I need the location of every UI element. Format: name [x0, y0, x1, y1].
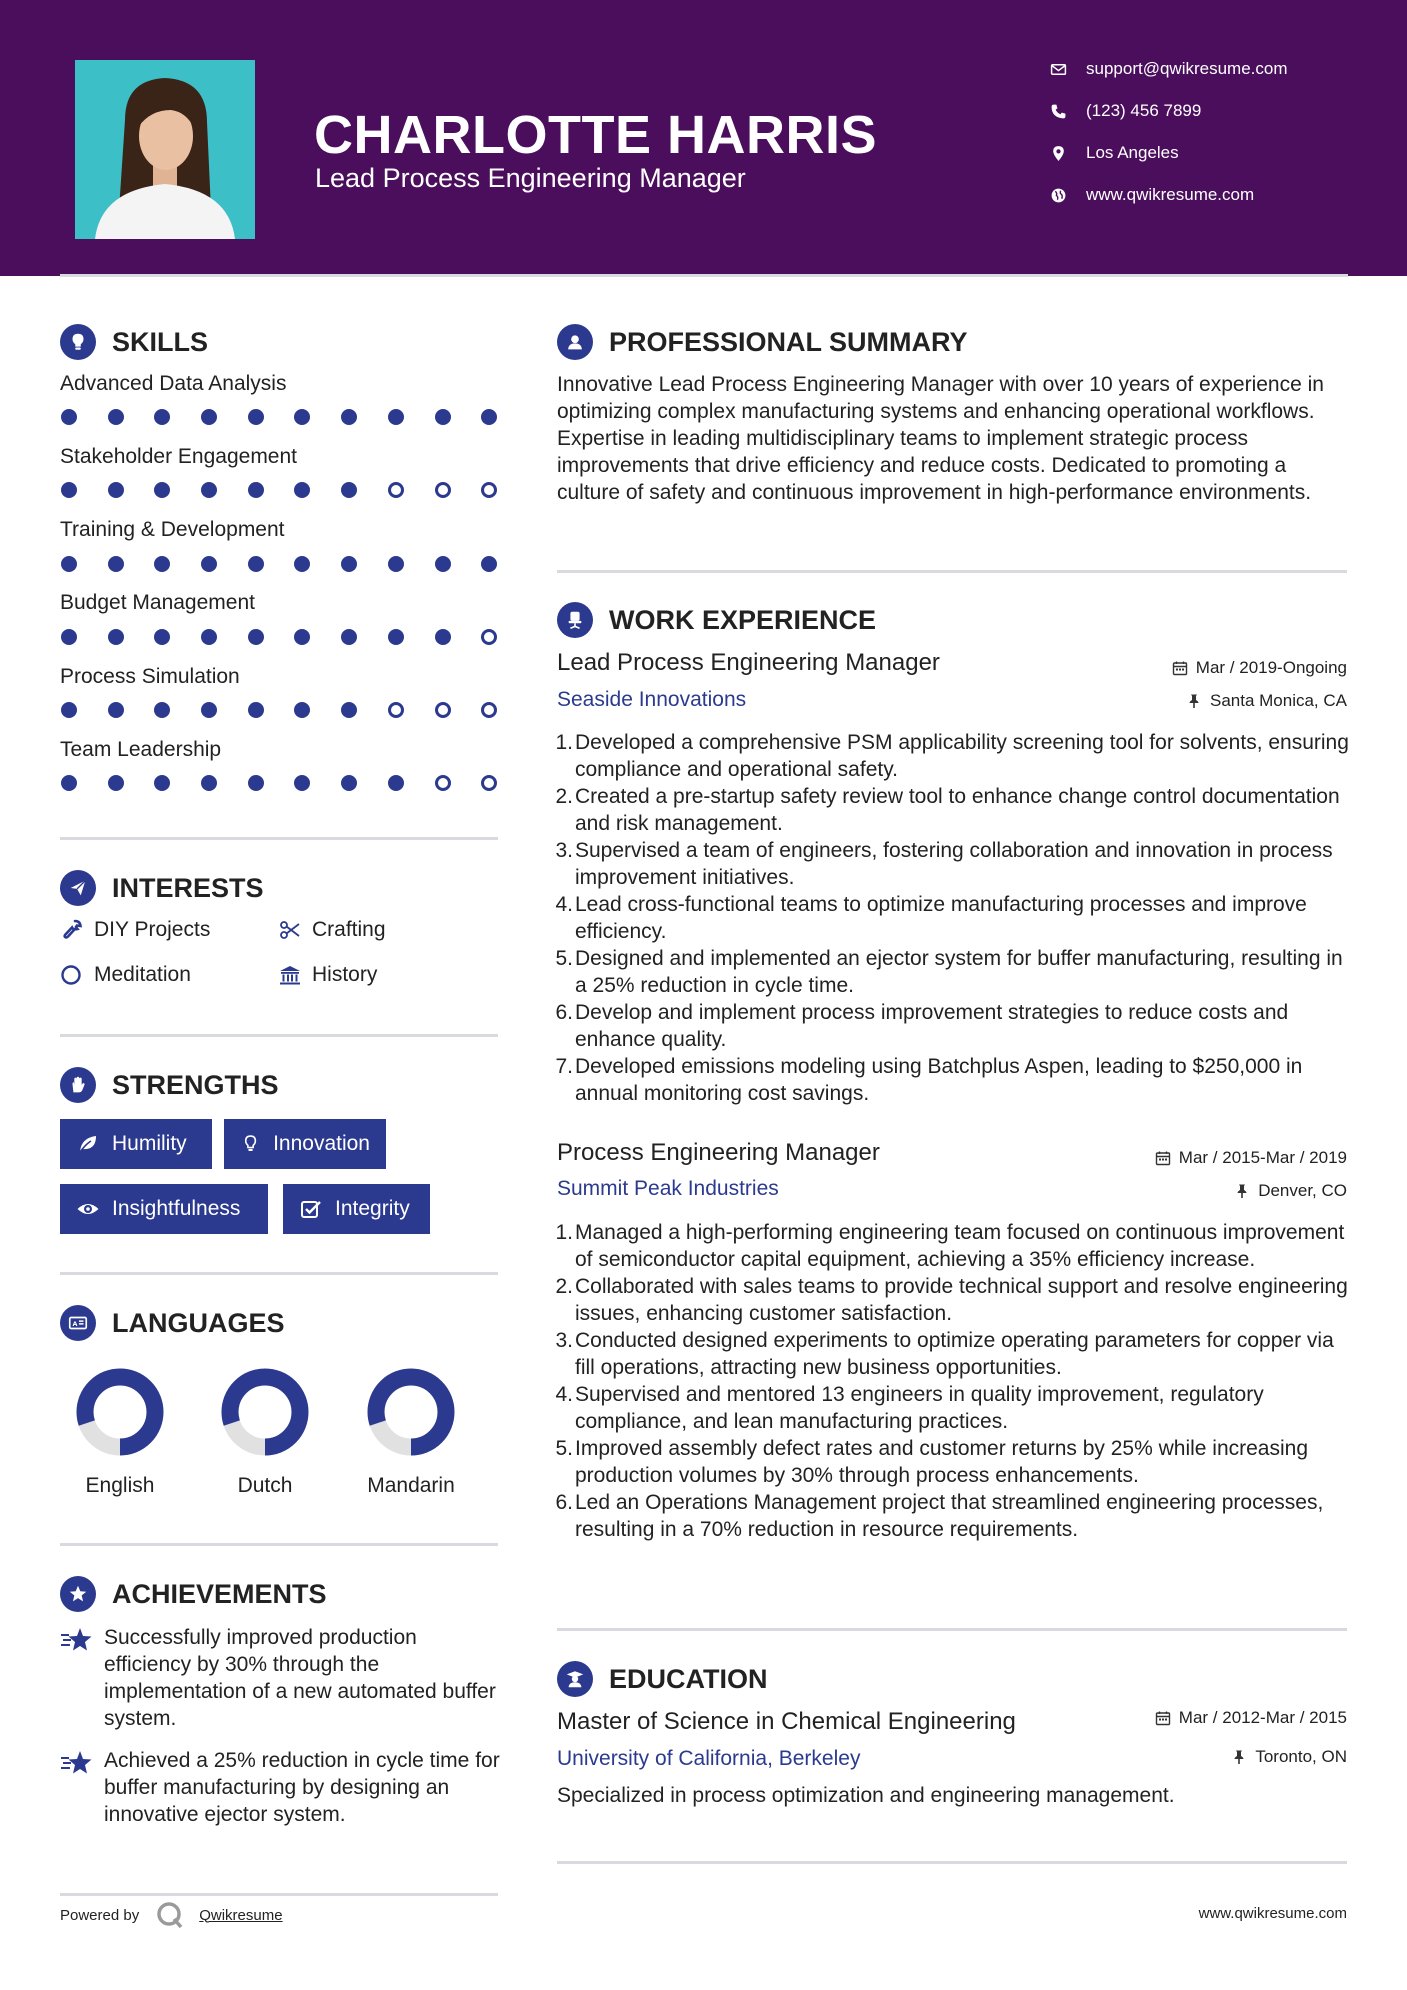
- language-label: Mandarin: [367, 1474, 455, 1497]
- item-number: 5.: [555, 947, 573, 970]
- job-dates-text: Mar / 2019-Ongoing: [1195, 658, 1347, 677]
- powered-by-label: Powered by: [60, 1906, 140, 1924]
- header-divider: [60, 274, 1348, 277]
- skill-dot-filled: [294, 556, 310, 572]
- skill-rating: [61, 482, 528, 498]
- interest-item: [278, 918, 386, 942]
- skill-rating: [61, 556, 528, 572]
- skill-dot-empty: [481, 482, 497, 498]
- graduate-icon: [557, 1661, 593, 1697]
- leaf-icon: [76, 1132, 100, 1156]
- skill-dot-filled: [388, 409, 404, 425]
- strengths-heading: [60, 1065, 279, 1105]
- skill-dot-empty: [388, 482, 404, 498]
- skill-dot-filled: [108, 702, 124, 718]
- strengths-title: STRENGTHS: [112, 1069, 279, 1100]
- contact-email-text: support@qwikresume.com: [1086, 59, 1288, 78]
- pushpin-icon: [1234, 1183, 1250, 1199]
- job-responsibilities: [557, 729, 1357, 1107]
- skill-dot-filled: [201, 775, 217, 791]
- responsibility-text: Conducted designed experiments to optimize operating parameters for copper via fill operations, attracting new business opportunities.: [575, 1329, 1334, 1379]
- skill-rating: [61, 775, 528, 791]
- skill-dot-filled: [341, 482, 357, 498]
- skill-dot-filled: [388, 556, 404, 572]
- skills-title: SKILLS: [112, 326, 209, 357]
- skill-dot-filled: [248, 702, 264, 718]
- interest-label: DIY Projects: [94, 918, 211, 941]
- item-number: 7.: [555, 1055, 573, 1078]
- contact-location: [1050, 140, 1179, 166]
- responsibility-text: Improved assembly defect rates and customer returns by 25% while increasing production volumes by 30% through process enhancements.: [575, 1437, 1309, 1487]
- contact-phone-text: (123) 456 7899: [1086, 101, 1202, 120]
- paper-plane-icon: [60, 870, 96, 906]
- education-dates: [1155, 1708, 1347, 1728]
- skill-name: Team Leadership: [60, 738, 222, 761]
- star-badge-icon: [60, 1576, 96, 1612]
- star-icon: [60, 1626, 94, 1656]
- skill-dot-filled: [61, 775, 77, 791]
- responsibility-item: [557, 837, 1357, 891]
- eye-icon: [76, 1197, 100, 1221]
- skill-dot-filled: [341, 556, 357, 572]
- education-heading: [557, 1659, 768, 1699]
- skill-dot-filled: [108, 775, 124, 791]
- calendar-icon: [1155, 1150, 1171, 1166]
- responsibility-item: [557, 1435, 1357, 1489]
- achievement-text: Achieved a 25% reduction in cycle time for buffer manufacturing by designing an innovative ejector system.: [104, 1749, 500, 1826]
- item-number: 1.: [555, 1221, 573, 1244]
- interest-label: History: [312, 963, 378, 986]
- skill-name: Advanced Data Analysis: [60, 372, 287, 395]
- job-company: Summit Peak Industries: [557, 1177, 779, 1200]
- check-square-icon: [299, 1197, 323, 1221]
- language-item: [351, 1368, 471, 1498]
- skill-dot-filled: [61, 629, 77, 645]
- strength-badge: [60, 1184, 268, 1234]
- skill-dot-filled: [341, 629, 357, 645]
- item-number: 4.: [555, 893, 573, 916]
- job-dates: [1172, 658, 1347, 678]
- responsibility-item: [557, 945, 1357, 999]
- responsibility-item: [557, 1489, 1357, 1543]
- skill-dot-filled: [108, 482, 124, 498]
- responsibility-text: Supervised and mentored 13 engineers in quality improvement, regulatory compliance, and lean manufacturing practices.: [575, 1383, 1264, 1433]
- contact-email[interactable]: [1050, 56, 1288, 82]
- achievements-heading: [60, 1574, 327, 1614]
- skill-dot-filled: [248, 482, 264, 498]
- strength-label: Humility: [112, 1132, 187, 1155]
- skill-dot-empty: [435, 702, 451, 718]
- skill-name: Training & Development: [60, 518, 285, 541]
- responsibility-item: [557, 1219, 1357, 1273]
- responsibility-item: [557, 1381, 1357, 1435]
- language-donut: [367, 1368, 455, 1456]
- footer-website[interactable]: www.qwikresume.com: [1198, 1905, 1347, 1922]
- skill-dot-filled: [294, 409, 310, 425]
- section-divider: [60, 837, 498, 840]
- skill-dot-filled: [294, 702, 310, 718]
- skill-dot-filled: [388, 629, 404, 645]
- skill-dot-filled: [61, 702, 77, 718]
- skill-name: Budget Management: [60, 591, 255, 614]
- candidate-name: CHARLOTTE HARRIS: [314, 105, 877, 165]
- responsibility-item: [557, 999, 1357, 1053]
- circle-icon: [60, 963, 84, 987]
- skill-dot-empty: [481, 775, 497, 791]
- item-number: 3.: [555, 1329, 573, 1352]
- interest-item: [60, 963, 191, 987]
- responsibility-text: Led an Operations Management project that streamlined engineering processes, resulting in a 70% reduction in resource requirements.: [575, 1491, 1324, 1541]
- skill-dot-filled: [154, 702, 170, 718]
- responsibility-item: [557, 1053, 1357, 1107]
- skill-dot-filled: [341, 702, 357, 718]
- summary-text: Innovative Lead Process Engineering Manager with over 10 years of experience in optimizing complex manufacturing systems and enhancing operational workflows. Expertise in leading multidisciplinary teams to implement strategic process improvements that drive efficiency and reduce costs. Dedicated to promoting a culture of safety and continuous improvement in high-performance environments.: [557, 373, 1324, 504]
- skill-dot-filled: [201, 409, 217, 425]
- skill-dot-filled: [294, 629, 310, 645]
- education-school: University of California, Berkeley: [557, 1747, 861, 1770]
- strength-label: Insightfulness: [112, 1197, 241, 1220]
- section-divider: [60, 1272, 498, 1275]
- strength-badge: [60, 1119, 212, 1169]
- strength-label: Innovation: [273, 1132, 370, 1155]
- skill-rating: [61, 629, 528, 645]
- interests-heading: [60, 868, 264, 908]
- skill-dot-filled: [201, 629, 217, 645]
- hand-icon: [60, 1067, 96, 1103]
- skill-dot-filled: [108, 556, 124, 572]
- interests-title: INTERESTS: [112, 872, 264, 903]
- responsibility-text: Developed emissions modeling using Batchplus Aspen, leading to $250,000 in annual monitoring cost savings.: [575, 1055, 1303, 1105]
- responsibility-item: [557, 1327, 1357, 1381]
- interest-label: Meditation: [94, 963, 191, 986]
- skill-dot-filled: [154, 556, 170, 572]
- skill-dot-filled: [481, 556, 497, 572]
- job-location-text: Denver, CO: [1258, 1181, 1347, 1200]
- map-marker-icon: [1050, 145, 1086, 162]
- skill-dot-filled: [201, 702, 217, 718]
- contact-website-text: www.qwikresume.com: [1086, 185, 1255, 204]
- responsibility-text: Created a pre-startup safety review tool to enhance change control documentation and risk management.: [575, 785, 1340, 835]
- experience-title: WORK EXPERIENCE: [609, 604, 877, 635]
- item-number: 5.: [555, 1437, 573, 1460]
- powered-by: [60, 1900, 283, 1930]
- language-label: Dutch: [237, 1474, 293, 1497]
- strength-badge: [224, 1119, 386, 1169]
- strength-badge: [283, 1184, 430, 1234]
- experience-heading: [557, 600, 876, 640]
- skill-name: Stakeholder Engagement: [60, 445, 297, 468]
- skill-dot-filled: [108, 629, 124, 645]
- job-dates-text: Mar / 2015-Mar / 2019: [1178, 1148, 1347, 1167]
- skill-dot-filled: [61, 556, 77, 572]
- section-divider: [557, 1628, 1347, 1631]
- skill-dot-empty: [388, 702, 404, 718]
- section-divider: [557, 1861, 1347, 1864]
- language-item: [60, 1368, 180, 1498]
- skill-dot-filled: [154, 409, 170, 425]
- section-divider: [60, 1893, 498, 1896]
- skill-dot-filled: [154, 775, 170, 791]
- achievement-item: [60, 1747, 500, 1828]
- language-donut: [76, 1368, 164, 1456]
- item-number: 3.: [555, 839, 573, 862]
- job-dates: [1155, 1148, 1347, 1168]
- section-divider: [60, 1543, 498, 1546]
- star-icon: [60, 1749, 94, 1779]
- skill-dot-filled: [201, 556, 217, 572]
- language-donut: [221, 1368, 309, 1456]
- job-responsibilities: [557, 1219, 1357, 1543]
- summary-heading: [557, 322, 968, 362]
- education-dates-text: Mar / 2012-Mar / 2015: [1178, 1708, 1347, 1727]
- job-title: Process Engineering Manager: [557, 1139, 880, 1166]
- interest-item: [60, 918, 210, 942]
- job-company: Seaside Innovations: [557, 688, 747, 711]
- responsibility-text: Collaborated with sales teams to provide technical support and resolve engineering issues, enhancing customer satisfaction.: [575, 1275, 1348, 1325]
- item-number: 6.: [555, 1001, 573, 1024]
- svg-text:A: A: [72, 1320, 78, 1329]
- envelope-icon: [1050, 61, 1086, 78]
- job-location-text: Santa Monica, CA: [1209, 691, 1347, 710]
- item-number: 1.: [555, 731, 573, 754]
- item-number: 2.: [555, 785, 573, 808]
- skill-dot-filled: [435, 556, 451, 572]
- responsibility-text: Designed and implemented an ejector system for buffer manufacturing, resulting in a 25% reduction in cycle time.: [575, 947, 1343, 997]
- education-title: EDUCATION: [609, 1663, 768, 1694]
- interest-label: Crafting: [312, 918, 386, 941]
- skill-dot-filled: [248, 556, 264, 572]
- calendar-icon: [1155, 1710, 1171, 1726]
- skill-dot-filled: [435, 409, 451, 425]
- skill-dot-filled: [294, 482, 310, 498]
- achievement-item: [60, 1624, 500, 1732]
- section-divider: [557, 570, 1347, 573]
- responsibility-item: [557, 729, 1357, 783]
- education-location-text: Toronto, ON: [1255, 1747, 1347, 1766]
- skills-heading: [60, 322, 208, 362]
- education-degree: Master of Science in Chemical Engineering: [557, 1708, 1016, 1735]
- skill-dot-filled: [154, 482, 170, 498]
- wrench-icon: [60, 918, 84, 942]
- responsibility-text: Supervised a team of engineers, fostering collaboration and innovation in process improvement initiatives.: [575, 839, 1333, 889]
- skill-rating: [61, 702, 528, 718]
- contact-website[interactable]: [1050, 182, 1254, 208]
- skill-dot-filled: [108, 409, 124, 425]
- scissors-icon: [278, 918, 302, 942]
- skill-dot-filled: [154, 629, 170, 645]
- skill-dot-empty: [435, 775, 451, 791]
- responsibility-text: Managed a high-performing engineering team focused on continuous improvement of semiconductor capital equipment, achieving a 35% efficiency increase.: [575, 1221, 1345, 1271]
- skill-dot-filled: [435, 629, 451, 645]
- languages-heading: [60, 1303, 285, 1343]
- skill-dot-filled: [248, 409, 264, 425]
- candidate-role: Lead Process Engineering Manager: [315, 163, 746, 193]
- section-divider: [60, 1034, 498, 1037]
- responsibility-text: Develop and implement process improvement strategies to reduce costs and enhance quality.: [575, 1001, 1289, 1051]
- language-label: English: [85, 1474, 155, 1497]
- achievements-title: ACHIEVEMENTS: [112, 1578, 327, 1609]
- contact-location-text: Los Angeles: [1086, 143, 1179, 162]
- qwikresume-logo-icon: [155, 1900, 185, 1930]
- skill-dot-filled: [481, 409, 497, 425]
- skill-dot-filled: [248, 629, 264, 645]
- achievement-text: Successfully improved production efficiency by 30% through the implementation of a new automated buffer system.: [104, 1626, 496, 1730]
- skill-dot-filled: [341, 775, 357, 791]
- skill-dot-filled: [388, 775, 404, 791]
- id-card-icon: [60, 1305, 96, 1341]
- office-chair-icon: [557, 602, 593, 638]
- responsibility-item: [557, 891, 1357, 945]
- pushpin-icon: [1186, 693, 1202, 709]
- education-location: [1231, 1747, 1347, 1767]
- interest-item: [278, 963, 377, 987]
- user-icon: [557, 324, 593, 360]
- skill-dot-empty: [481, 629, 497, 645]
- language-item: [205, 1368, 325, 1498]
- museum-icon: [278, 963, 302, 987]
- strength-label: Integrity: [335, 1197, 410, 1220]
- profile-photo: [75, 60, 255, 239]
- item-number: 4.: [555, 1383, 573, 1406]
- phone-icon: [1050, 103, 1086, 120]
- job-title: Lead Process Engineering Manager: [557, 649, 940, 676]
- skill-dot-empty: [435, 482, 451, 498]
- item-number: 2.: [555, 1275, 573, 1298]
- lightbulb-icon: [60, 324, 96, 360]
- responsibility-text: Lead cross-functional teams to optimize manufacturing processes and improve efficiency.: [575, 893, 1307, 943]
- responsibility-item: [557, 783, 1357, 837]
- qwikresume-link[interactable]: Qwikresume: [199, 1906, 283, 1924]
- skill-dot-empty: [481, 702, 497, 718]
- skill-dot-filled: [61, 409, 77, 425]
- job-location: [1234, 1181, 1347, 1201]
- item-number: 6.: [555, 1491, 573, 1514]
- languages-title: LANGUAGES: [112, 1307, 285, 1338]
- skill-dot-filled: [341, 409, 357, 425]
- education-description: Specialized in process optimization and engineering management.: [557, 1784, 1175, 1807]
- contact-phone[interactable]: [1050, 98, 1201, 124]
- skill-dot-filled: [294, 775, 310, 791]
- calendar-icon: [1172, 660, 1188, 676]
- pushpin-icon: [1231, 1749, 1247, 1765]
- responsibility-text: Developed a comprehensive PSM applicability screening tool for solvents, ensuring compliance and operational safety.: [575, 731, 1349, 781]
- skill-name: Process Simulation: [60, 665, 240, 688]
- job-location: [1186, 691, 1347, 711]
- globe-icon: [1050, 187, 1086, 204]
- skill-dot-filled: [201, 482, 217, 498]
- summary-title: PROFESSIONAL SUMMARY: [609, 326, 968, 357]
- lightbulb-icon: [240, 1132, 261, 1156]
- skill-dot-filled: [61, 482, 77, 498]
- skill-dot-filled: [248, 775, 264, 791]
- responsibility-item: [557, 1273, 1357, 1327]
- skill-rating: [61, 409, 528, 425]
